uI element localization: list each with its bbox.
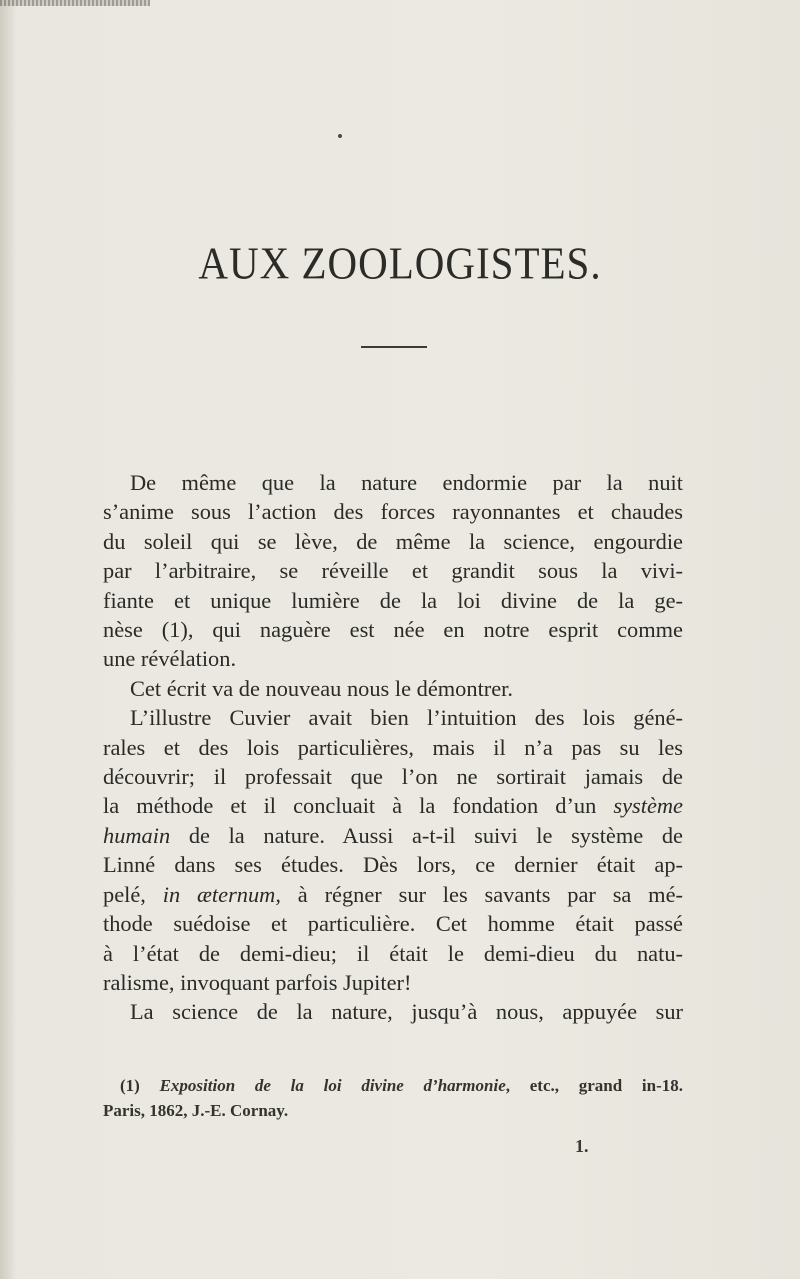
italic-run: humain xyxy=(103,822,171,848)
footnote-line-2: Paris, 1862, J.-E. Cornay. xyxy=(103,1101,289,1120)
paragraph-3 xyxy=(103,703,683,732)
text-line: La science de la nature, jusqu’à nous, appuyée sur xyxy=(130,999,683,1025)
paragraph-3-end xyxy=(103,968,683,997)
text-line: à l’état de demi-dieu; il était le demi-dieu du natu- xyxy=(103,940,683,966)
signature-mark: 1. xyxy=(575,1136,589,1156)
italic-run: système xyxy=(613,793,683,819)
text-line: s’anime sous l’action des forces rayonnantes et chaudes xyxy=(103,499,683,525)
paragraph-1 xyxy=(103,468,683,497)
paragraph-1-end xyxy=(103,644,683,673)
text-line: une révélation. xyxy=(103,646,237,672)
text-line-mixed xyxy=(103,880,683,909)
paragraph-4 xyxy=(103,997,683,1026)
text-run: de la nature. Aussi a-t-il suivi le système de xyxy=(170,822,683,848)
footnote xyxy=(103,1073,683,1123)
footnote-marker: (1) xyxy=(120,1076,140,1095)
text-line: rales et des lois particulières, mais il n’a pas su les xyxy=(103,734,683,760)
text-line: Linné dans ses études. Dès lors, ce dernier était ap- xyxy=(103,852,683,878)
top-edge-strip xyxy=(0,0,150,6)
text-line: L’illustre Cuvier avait bien l’intuition des lois géné- xyxy=(130,705,683,731)
footnote-title: Exposition de la loi divine d’harmonie xyxy=(159,1076,506,1095)
text-line: du soleil qui se lève, de même la science, engourdie xyxy=(103,528,683,554)
text-line: De même que la nature endormie par la nuit xyxy=(130,470,683,495)
paragraph-1-cont xyxy=(103,497,683,644)
body-text xyxy=(103,468,683,1027)
ink-dot xyxy=(338,134,342,138)
text-line-mixed xyxy=(103,791,683,820)
paragraph-3-cont xyxy=(103,733,683,968)
page-spine-shadow xyxy=(0,0,14,1279)
title-rule xyxy=(361,346,427,348)
footnote-rest: , etc., grand in-18. xyxy=(505,1076,684,1095)
text-run: pelé, xyxy=(103,881,163,907)
text-line: nèse (1), qui naguère est née en notre esprit comme xyxy=(103,617,683,643)
italic-run: in æternum, xyxy=(162,881,281,907)
text-line: par l’arbitraire, se réveille et grandit sous la vivi- xyxy=(103,558,683,584)
text-line: découvrir; il professait que l’on ne sortirait jamais de xyxy=(103,764,683,790)
text-line: fiante et unique lumière de la loi divine de la ge- xyxy=(103,587,683,613)
page-title: AUX ZOOLOGISTES. xyxy=(198,237,602,289)
text-line: ralisme, invoquant parfois Jupiter! xyxy=(103,969,412,995)
footnote-line-1 xyxy=(103,1073,683,1098)
text-line: Cet écrit va de nouveau nous le démontrer. xyxy=(130,675,514,701)
text-line-mixed xyxy=(103,821,683,850)
text-run: à régner sur les savants par sa mé- xyxy=(280,881,683,907)
paragraph-2 xyxy=(103,674,683,703)
text-line: thode suédoise et particulière. Cet homme était passé xyxy=(103,911,683,937)
text-run: la méthode et il concluait à la fondation d’un xyxy=(103,793,614,819)
